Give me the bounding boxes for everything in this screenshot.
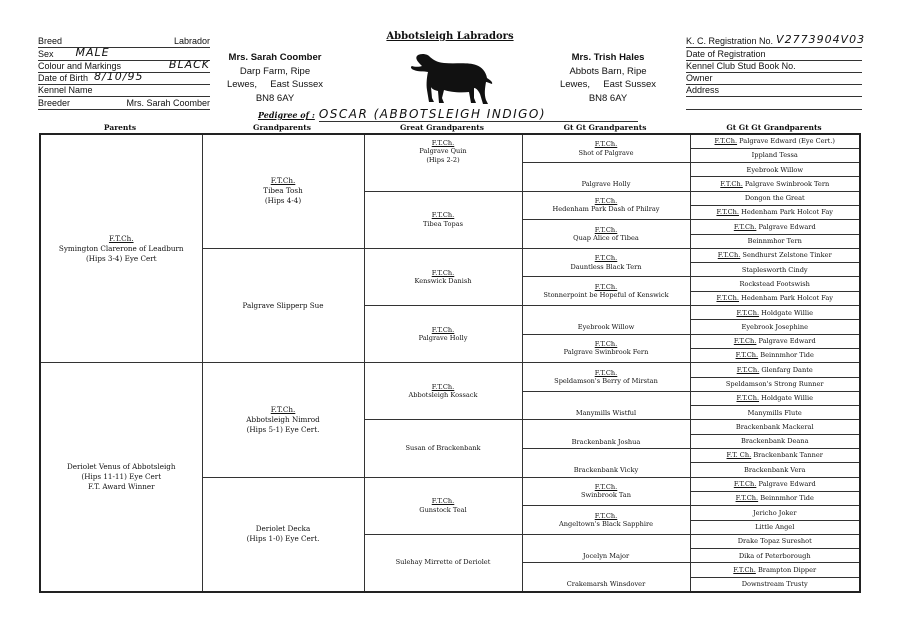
ch-title: F.T.Ch.	[733, 480, 757, 489]
ggg-grandparent-cell	[690, 163, 860, 177]
labrador-dog-icon	[400, 46, 500, 108]
ch-title: F.T.Ch.	[594, 340, 618, 349]
colour-label: Colour and Markings	[38, 60, 122, 71]
dog-name: Hedenham Park Holcot Fay	[741, 208, 834, 217]
ggg-grandparent-cell	[690, 520, 860, 534]
dog-name: Rockstead Footswish	[739, 279, 810, 288]
pedigree-row	[40, 134, 860, 148]
ggg-grandparent-cell	[690, 291, 860, 305]
pedigree-dog-name: OSCAR (ABBOTSLEIGH INDIGO)	[319, 107, 638, 122]
owner-address-line1: Abbots Barn, Ripe	[569, 65, 647, 77]
dog-name: Brackenbank Joshua	[571, 437, 641, 446]
gg-grandparent-cell	[522, 420, 690, 449]
dob-label: Date of Birth	[38, 73, 89, 84]
great-grandparent-cell	[364, 191, 522, 248]
dog-name: Stonnerpoint be Hopeful of Kenswick	[543, 291, 669, 300]
grandparent-cell	[202, 134, 364, 248]
ch-title: F.T.Ch.	[714, 137, 738, 146]
ch-title: F.T.Ch.	[594, 140, 618, 149]
dog-notes: (Hips 4-4)	[264, 196, 302, 206]
registration-fields	[686, 33, 866, 110]
ggg-grandparent-cell	[690, 477, 860, 491]
dog-name: Holdgate Willie	[761, 394, 814, 403]
gg-grandparent-cell	[522, 363, 690, 392]
dog-name: Brackenbank Vicky	[573, 466, 639, 475]
owner-address	[548, 51, 668, 105]
ch-title: F.T.Ch.	[594, 368, 618, 377]
dog-name: Jocelyn Major	[582, 552, 630, 560]
dog-name: Palgrave Edward	[758, 480, 816, 489]
dog-name: Palgrave Swinbrook Fern	[563, 348, 649, 357]
stud-book-row	[686, 61, 862, 73]
gg-grandparent-cell	[522, 248, 690, 277]
kennel-title: Abbotsleigh Labradors	[386, 31, 514, 42]
gg-grandparent-cell	[522, 477, 690, 506]
dog-name: Tibea Tosh	[263, 186, 303, 196]
address-row-2	[686, 97, 862, 109]
gg-grandparent-cell	[522, 534, 690, 563]
gg-grandparent-cell	[522, 220, 690, 249]
breeder-name: Mrs. Sarah Coomber	[228, 52, 322, 63]
great-grandparent-cell	[364, 534, 522, 591]
great-grandparent-cell	[364, 420, 522, 477]
ch-title: F.T.Ch.	[733, 222, 757, 231]
dog-name: Palgrave Quin	[419, 147, 467, 156]
kc-registration-label: K. C. Registration No.	[686, 36, 774, 47]
kc-registration-value: V2773904V03	[776, 33, 866, 47]
ggg-grandparent-cell	[690, 449, 860, 463]
dog-name: Jericho Joker	[753, 508, 797, 517]
column-header-great-grandparents: Great Grandparents	[400, 123, 484, 132]
dog-notes: (Hips 2-2)	[426, 155, 460, 164]
gg-grandparent-cell	[522, 506, 690, 535]
dog-notes: (Hips 11-11) Eye Cert	[81, 471, 162, 481]
ch-title: F.T.Ch.	[594, 225, 618, 234]
ch-title: F.T. Ch.	[726, 451, 752, 460]
dog-name: Eyebrook Willow	[746, 165, 803, 174]
column-header-grandparents: Grandparents	[253, 123, 311, 132]
dog-name: Brackenbank Tanner	[753, 451, 823, 460]
ggg-grandparent-cell	[690, 577, 860, 591]
dog-name: Hedenham Park Dash of Philray	[552, 205, 660, 214]
dog-name: Little Angel	[755, 522, 795, 531]
ggg-grandparent-cell	[690, 320, 860, 334]
great-grandparent-cell	[364, 306, 522, 363]
column-header-ggg-grandparents: Gt Gt Gt Grandparents	[726, 123, 822, 132]
great-grandparent-cell	[364, 363, 522, 420]
ggg-grandparent-cell	[690, 220, 860, 234]
pedigree-of-line	[258, 107, 638, 122]
ggg-grandparent-cell	[690, 334, 860, 348]
gg-grandparent-cell	[522, 306, 690, 335]
ggg-grandparent-cell	[690, 148, 860, 162]
breed-value: Labrador	[173, 36, 210, 47]
dog-name: Brampton Dipper	[757, 565, 817, 574]
ch-title: F.T.Ch.	[716, 208, 740, 217]
ggg-grandparent-cell	[690, 549, 860, 563]
dog-name: Dika of Peterborough	[738, 551, 811, 560]
breed-row	[38, 36, 210, 48]
ch-title: F.T.Ch.	[736, 365, 760, 374]
ch-title: F.T.Ch.	[594, 282, 618, 291]
dog-name: Kenswick Danish	[414, 276, 472, 285]
dog-name: Dongon the Great	[744, 194, 805, 203]
parent-cell	[40, 363, 202, 592]
dog-notes: (Hips 3-4) Eye Cert	[85, 253, 157, 263]
dog-name: Eyebrook Josephine	[741, 322, 808, 331]
grandparent-cell	[202, 477, 364, 591]
owner-address-line3: BN8 6AY	[588, 92, 628, 104]
dog-award: F.T. Award Winner	[87, 481, 155, 491]
pedigree-table	[39, 133, 861, 593]
owner-name: Mrs. Trish Hales	[571, 52, 645, 63]
dog-name: Speldamson's Berry of Mirstan	[554, 377, 658, 386]
address-row	[686, 85, 862, 97]
breed-label: Breed	[38, 36, 63, 47]
gg-grandparent-cell	[522, 449, 690, 478]
ch-title: F.T.Ch.	[431, 382, 455, 391]
dog-name: Brackenbank Vera	[744, 465, 806, 474]
breeder-address	[215, 51, 335, 105]
ggg-grandparent-cell	[690, 434, 860, 448]
ggg-grandparent-cell	[690, 363, 860, 377]
dog-name: Palgrave Edward (Eye Cert.)	[739, 137, 835, 146]
column-header-gg-grandparents: Gt Gt Grandparents	[563, 123, 647, 132]
ggg-grandparent-cell	[690, 506, 860, 520]
dog-name: Symington Clarerone of Leadburn	[58, 243, 184, 253]
ggg-grandparent-cell	[690, 420, 860, 434]
ch-title: F.T.Ch.	[431, 211, 455, 220]
stud-book-label: Kennel Club Stud Book No.	[686, 60, 796, 71]
ggg-grandparent-cell	[690, 191, 860, 205]
great-grandparent-cell	[364, 134, 522, 191]
dog-name: Drake Topaz Sureshot	[737, 537, 812, 546]
ch-title: F.T.Ch.	[735, 494, 759, 503]
ch-title: F.T.Ch.	[431, 139, 455, 147]
dog-name: Downstream Trusty	[741, 579, 808, 588]
dog-name: Holdgate Willie	[761, 308, 814, 317]
address-label: Address	[686, 85, 720, 96]
ggg-grandparent-cell	[690, 277, 860, 291]
pedigree-row	[40, 363, 860, 377]
ch-title: F.T.Ch.	[431, 497, 455, 506]
kennel-name-row	[38, 85, 210, 97]
dog-name: Swinbrook Tan	[581, 491, 631, 500]
ch-title: F.T.Ch.	[594, 483, 618, 492]
ggg-grandparent-cell	[690, 348, 860, 362]
dog-name: Beinnmhor Tern	[747, 237, 802, 246]
sex-label: Sex	[38, 48, 54, 59]
ggg-grandparent-cell	[690, 534, 860, 548]
dog-name: Abbotsleigh Kossack	[408, 391, 478, 400]
dog-name: Palgrave Holly	[581, 180, 631, 189]
registration-date-label: Date of Registration	[686, 48, 766, 59]
dog-name: Deriolet Venus of Abbotsleigh	[67, 461, 176, 471]
ggg-grandparent-cell	[690, 463, 860, 477]
registration-date-row	[686, 48, 862, 60]
ch-title: F.T.Ch.	[736, 308, 760, 317]
ggg-grandparent-cell	[690, 177, 860, 191]
ggg-grandparent-cell	[690, 234, 860, 248]
ggg-grandparent-cell	[690, 563, 860, 577]
ggg-grandparent-cell	[690, 406, 860, 420]
dog-name: Angeltown's Black Sapphire	[558, 520, 653, 529]
ch-title: F.T.Ch.	[270, 404, 296, 414]
dog-name: Eyebrook Willow	[577, 323, 635, 332]
ch-title: F.T.Ch.	[594, 254, 618, 263]
dog-name: Crakemarsh Winsdover	[566, 580, 646, 589]
breeder-label: Breeder	[38, 97, 71, 108]
ggg-grandparent-cell	[690, 248, 860, 262]
breeder-address-line2: Lewes, East Sussex	[226, 79, 324, 90]
parent-cell	[40, 134, 202, 363]
dog-name: Palgrave Edward	[758, 222, 816, 231]
dob-value: 8/10/95	[94, 70, 144, 84]
ch-title: F.T.Ch.	[735, 351, 759, 360]
ggg-grandparent-cell	[690, 377, 860, 391]
dog-name: Beinnmhor Tide	[760, 494, 814, 503]
gg-grandparent-cell	[522, 191, 690, 220]
dog-name: Shot of Palgrave	[578, 148, 634, 157]
great-grandparent-cell	[364, 248, 522, 305]
dog-name: Palgrave Swinbrook Tern	[744, 179, 830, 188]
ch-title: F.T.Ch.	[594, 197, 618, 206]
dog-name: Manymills Wistful	[575, 409, 637, 418]
ggg-grandparent-cell	[690, 306, 860, 320]
gg-grandparent-cell	[522, 277, 690, 306]
dog-name: Abbotsleigh Nimrod	[246, 414, 320, 424]
kennel-name-label: Kennel Name	[38, 85, 93, 96]
dog-name: Brackenbank Mackeral	[735, 422, 814, 431]
dog-name: Hedenham Park Holcot Fay	[741, 294, 834, 303]
ch-title: F.T.Ch.	[431, 325, 455, 334]
gg-grandparent-cell	[522, 163, 690, 192]
kc-registration-row	[686, 33, 866, 48]
dog-name: Palgrave Holly	[418, 334, 468, 343]
dog-name: Beinnmhor Tide	[760, 351, 814, 360]
gg-grandparent-cell	[522, 134, 690, 163]
ch-title: F.T.Ch.	[108, 233, 134, 243]
dog-notes: (Hips 5-1) Eye Cert.	[246, 424, 320, 434]
colour-value: BLACK	[168, 57, 210, 71]
dog-name: Susan of Brackenbank	[405, 444, 481, 453]
dog-name: Quap Alice of Tibea	[573, 234, 639, 243]
ggg-grandparent-cell	[690, 391, 860, 405]
breeder-value: Mrs. Sarah Coomber	[126, 97, 210, 108]
dog-name: Palgrave Edward	[758, 337, 816, 346]
ch-title: F.T.Ch.	[431, 268, 455, 277]
dog-name: Gunstock Teal	[419, 505, 467, 514]
ch-title: F.T.Ch.	[733, 337, 757, 346]
gg-grandparent-cell	[522, 391, 690, 420]
ch-title: F.T.Ch.	[733, 565, 756, 574]
dog-name: Brackenbank Deana	[740, 437, 809, 446]
ch-title: F.T.Ch.	[717, 251, 741, 260]
ggg-grandparent-cell	[690, 134, 860, 148]
breeder-address-line3: BN8 6AY	[255, 92, 295, 104]
column-header-parents: Parents	[103, 123, 137, 132]
ggg-grandparent-cell	[690, 205, 860, 219]
ch-title: F.T.Ch.	[594, 511, 618, 520]
pedigree-table-body	[40, 134, 860, 592]
breeder-address-line1: Darp Farm, Ripe	[239, 65, 311, 77]
ch-title: F.T.Ch.	[736, 394, 760, 403]
pedigree-label: Pedigree of :	[258, 110, 315, 120]
dog-name: Speldamson's Strong Runner	[725, 379, 824, 388]
ch-title: F.T.Ch.	[270, 176, 296, 186]
dog-notes: (Hips 1-0) Eye Cert.	[246, 534, 320, 544]
breeder-row	[38, 97, 210, 109]
dog-name: Manymills Flute	[747, 408, 802, 417]
gg-grandparent-cell	[522, 563, 690, 592]
ch-title: F.T.Ch.	[716, 294, 740, 303]
dog-name: Sendhurst Zelstone Tinker	[742, 251, 832, 260]
dog-name: Ippland Tessa	[751, 151, 798, 160]
owner-address-line2: Lewes, East Sussex	[559, 79, 657, 90]
dob-row	[38, 70, 210, 85]
gg-grandparent-cell	[522, 334, 690, 363]
dog-name: Deriolet Decka	[255, 524, 311, 534]
dog-name: Glenfarg Dante	[761, 365, 813, 374]
sex-value: MALE	[75, 45, 110, 59]
grandparent-cell	[202, 363, 364, 477]
owner-label: Owner	[686, 73, 713, 84]
dog-name: Staplesworth Cindy	[741, 265, 808, 274]
dog-name: Tibea Topas	[422, 219, 464, 228]
dog-name: Dauntless Black Tern	[570, 262, 642, 271]
ggg-grandparent-cell	[690, 263, 860, 277]
great-grandparent-cell	[364, 477, 522, 534]
ch-title: F.T.Ch.	[720, 179, 743, 188]
grandparent-cell	[202, 248, 364, 362]
ggg-grandparent-cell	[690, 491, 860, 505]
owner-row	[686, 73, 862, 85]
dog-name: Palgrave Slipperp Sue	[242, 300, 324, 310]
dog-details-fields	[38, 36, 210, 110]
dog-name: Sulehay Mirrette of Deriolet	[395, 558, 491, 567]
